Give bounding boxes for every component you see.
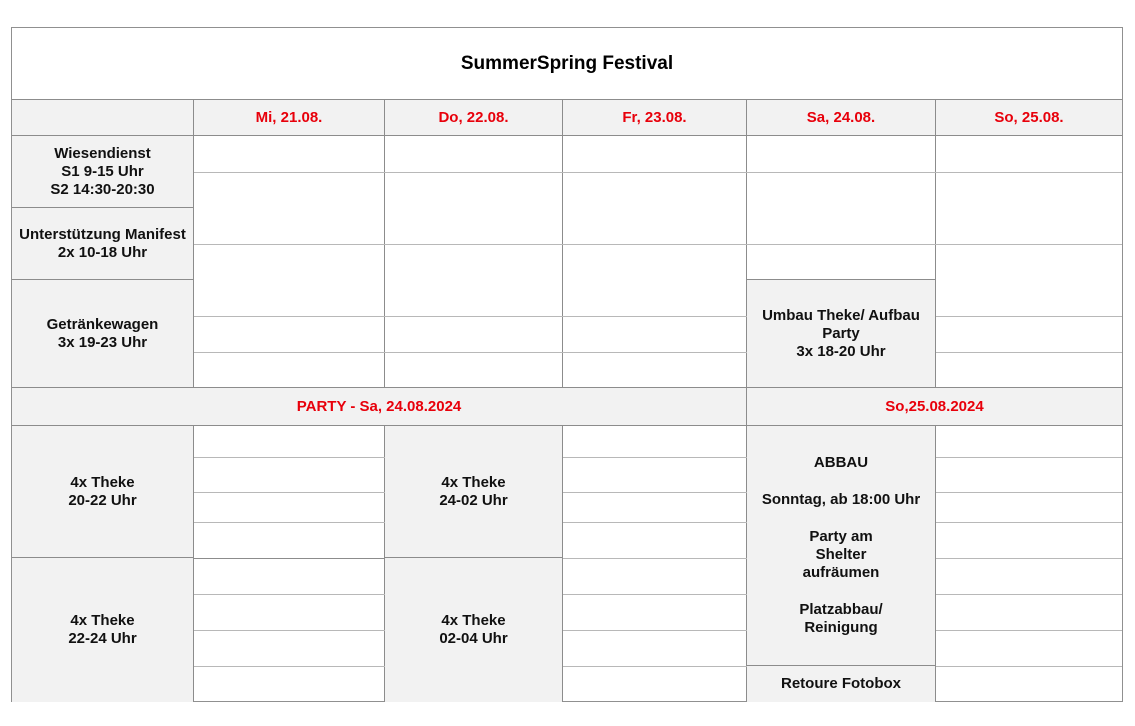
shift-time: 3x 19-23 Uhr	[57, 333, 148, 351]
shift-getraenkewagen	[12, 280, 194, 388]
theke-22-24	[12, 558, 194, 702]
slot-divider	[936, 558, 1122, 559]
slot-column	[936, 136, 1122, 388]
abbau-line: Reinigung	[804, 619, 878, 636]
shift-label	[385, 558, 562, 702]
shift-time-1: S1 9-15 Uhr	[61, 162, 144, 180]
sunday-header	[747, 388, 1122, 426]
shift-name: Umbau Theke/ Aufbau	[762, 306, 920, 324]
slot-divider	[194, 457, 385, 458]
abbau-line: Platzabbau/	[799, 601, 883, 618]
header-day-3	[563, 99, 747, 136]
slot-divider	[194, 522, 385, 523]
slot-column	[936, 426, 1122, 702]
abbau-line: aufräumen	[802, 564, 880, 581]
shift-manifest	[12, 208, 194, 280]
slot-divider	[563, 457, 747, 458]
party-header-label: PARTY - Sa, 24.08.2024	[296, 397, 462, 415]
day-label: Mi, 21.08.	[255, 108, 323, 126]
shift-label	[12, 208, 193, 279]
page-title: SummerSpring Festival	[460, 52, 674, 74]
shift-time: 3x 18-20 Uhr	[796, 342, 886, 360]
shift-name: 4x Theke	[70, 473, 135, 491]
slot-column	[194, 426, 385, 702]
slot-column	[194, 136, 385, 388]
slot-divider	[936, 352, 1122, 353]
abbau-line: Party am	[809, 528, 873, 545]
retoure-fotobox-cell	[747, 666, 936, 702]
header-day-1	[194, 99, 385, 136]
shift-time: 24-02 Uhr	[439, 491, 508, 509]
abbau-line: Shelter	[815, 546, 867, 563]
slot-divider	[563, 492, 747, 493]
abbau-time: Sonntag, ab 18:00 Uhr	[761, 491, 921, 508]
shift-name: 4x Theke	[441, 612, 506, 629]
slot-divider	[936, 492, 1122, 493]
slot-divider	[936, 522, 1122, 523]
abbau-cell	[747, 426, 936, 666]
slot-divider	[194, 558, 385, 559]
slot-divider	[194, 594, 385, 595]
header-day-4	[747, 99, 936, 136]
shift-label	[747, 280, 935, 387]
slot-divider	[563, 666, 747, 667]
sunday-header-label: So,25.08.2024	[885, 397, 984, 415]
theke-24-02	[385, 426, 563, 558]
header-day-5	[936, 99, 1122, 136]
retoure-label: Retoure Fotobox	[781, 675, 901, 692]
header-corner-cell	[12, 99, 194, 136]
slot-divider	[936, 457, 1122, 458]
slot-divider	[563, 594, 747, 595]
shift-label	[12, 280, 193, 387]
shift-label	[12, 136, 193, 207]
abbau-text	[747, 426, 935, 665]
slot-divider	[936, 594, 1122, 595]
shift-name: Wiesendienst	[54, 144, 151, 162]
shift-time: 22-24 Uhr	[68, 630, 137, 647]
shift-label	[12, 558, 193, 702]
shift-name-2: Party	[822, 324, 860, 342]
day-label: Fr, 23.08.	[622, 108, 687, 126]
shift-name: Unterstützung Manifest	[19, 225, 186, 243]
slot-divider	[194, 352, 747, 353]
abbau-title: ABBAU	[813, 454, 869, 471]
slot-divider	[563, 558, 747, 559]
header-day-2	[385, 99, 563, 136]
slot-divider	[936, 666, 1122, 667]
slot-divider	[194, 666, 385, 667]
slot-divider	[563, 630, 747, 631]
slot-divider	[194, 492, 385, 493]
slot-column	[385, 136, 563, 388]
shift-name: 4x Theke	[441, 473, 506, 491]
slot-column	[563, 136, 747, 388]
theke-20-22	[12, 426, 194, 558]
slot-column	[747, 136, 936, 280]
shift-name: Getränkewagen	[46, 315, 159, 333]
slot-divider	[194, 172, 1122, 173]
day-label: Sa, 24.08.	[806, 108, 876, 126]
shift-label	[12, 426, 193, 557]
day-label: Do, 22.08.	[438, 108, 509, 126]
shift-time-2: S2 14:30-20:30	[50, 180, 155, 198]
shift-time: 2x 10-18 Uhr	[57, 243, 148, 261]
slot-divider	[194, 316, 747, 317]
party-header	[12, 388, 747, 426]
day-label: So, 25.08.	[994, 108, 1064, 126]
slot-divider	[563, 522, 747, 523]
shift-time: 02-04 Uhr	[439, 630, 508, 647]
schedule-sheet	[11, 27, 1123, 702]
slot-divider	[936, 630, 1122, 631]
shift-time: 20-22 Uhr	[68, 491, 137, 509]
shift-umbau-theke	[747, 280, 936, 388]
slot-column	[563, 426, 747, 702]
slot-divider	[194, 244, 1122, 245]
theke-02-04	[385, 558, 563, 702]
shift-wiesendienst	[12, 136, 194, 208]
slot-divider	[194, 630, 385, 631]
shift-name: 4x Theke	[70, 612, 135, 629]
shift-label	[385, 426, 562, 557]
slot-divider	[936, 316, 1122, 317]
